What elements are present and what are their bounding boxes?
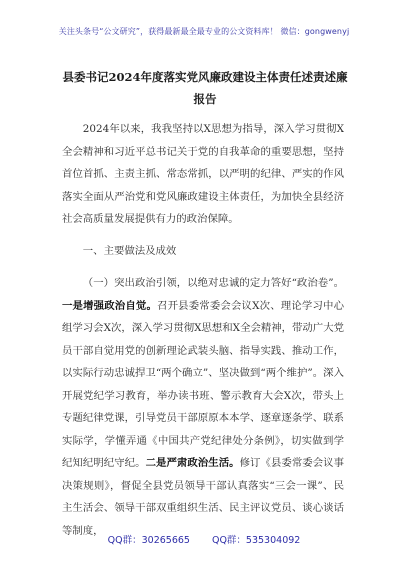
subsection-paragraph bbox=[62, 272, 344, 542]
subsection-lead: （一）突出政治引领，以绝对忠诚的定力答好“政治卷”。 bbox=[82, 277, 344, 289]
page-title: 县委书记2024年度落实党风廉政建设主体责任述责述廉报告 bbox=[62, 70, 348, 106]
document-body bbox=[62, 118, 344, 542]
point-two-heading: 二是严肃政治生活。 bbox=[145, 457, 240, 469]
intro-paragraph: 2024年以来，我我坚持以X思想为指导，深入学习贯彻X全会精神和习近平总书记关于党的自我革命的重要思想，坚持首位首抓、主责主抓、常态常抓，以严明的纪律、严实的作风落实全面从严治党和党风廉政建设主体责任，为加快全县经济社会高质量发展提供有力的政治保障。 bbox=[62, 123, 344, 225]
qq-group-2: QQ群：535304092 bbox=[211, 535, 301, 546]
point-two-text: 修订《县委常委会议事决策规则》，督促全县党员领导干部认真落实“三会一课”、民主生活会、领导干部双重组织生活、民主评议党员、谈心谈话等制度， bbox=[62, 457, 345, 537]
qq-group-1: QQ群：30265665 bbox=[107, 535, 190, 546]
point-one-text: 召开县委常委会会议X次、理论学习中心组学习会X次，深入学习贯彻X思想和X全会精神，带动广大党员干部自觉用党的创新理论武装头脑、指导实践、推动工作，以实际行动忠诚捍卫“两个确立”、坚决做到“两个维护”。深入开展党纪学习教育，举办读书班、警示教育大会X次，带头上专题纪律党课，引导党员干部原原本本学、逐章逐条学、联系实际学，学懂弄通《中国共产党纪律处分条例》，切实做到学纪知纪明纪守纪。 bbox=[62, 299, 345, 469]
point-one-heading: 一是增强政治自觉。 bbox=[62, 299, 158, 312]
footer-contacts bbox=[0, 532, 408, 546]
header-banner: 关注头条号“公文研究”，获得最新最全最专业的公文资料库！ 微信：gongwenyj bbox=[58, 27, 350, 36]
section-heading: 一、主要做法及成效 bbox=[82, 244, 177, 257]
